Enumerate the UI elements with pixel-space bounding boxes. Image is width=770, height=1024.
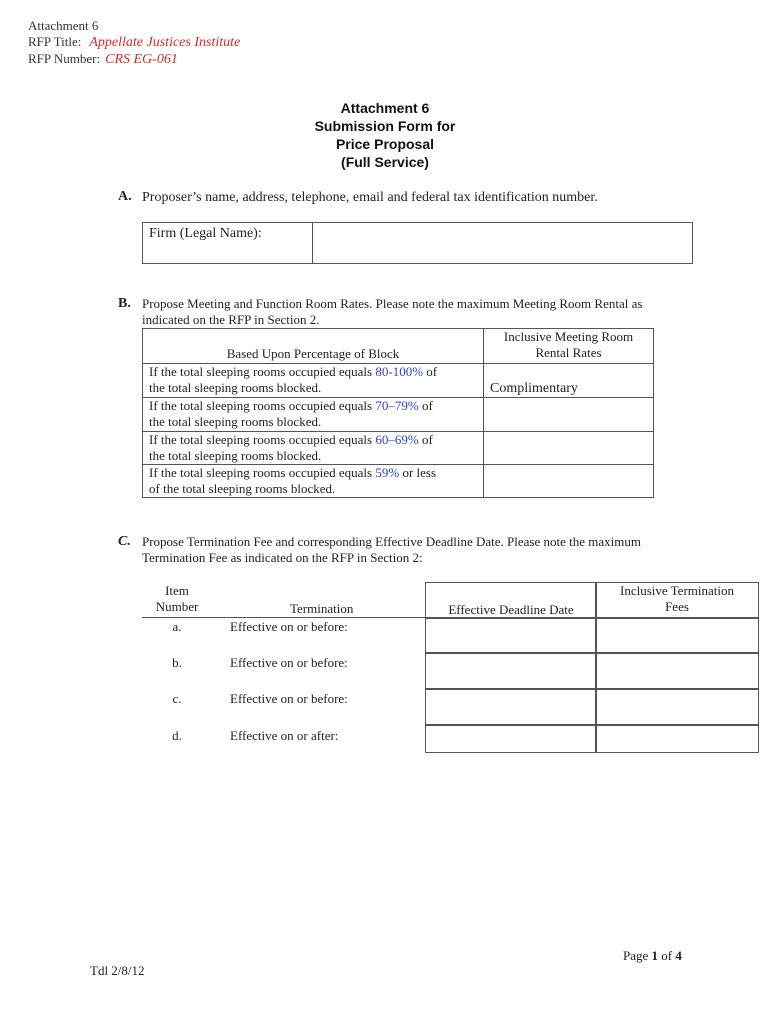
section-c-text-line1: Propose Termination Fee and corresponding Effective Deadline Date. Please note the maximum [142,534,641,549]
section-c-text-line2: Termination Fee as indicated on the RFP in Section 2: [142,550,423,565]
block-cell: If the total sleeping rooms occupied equals 70–79% of the total sleeping rooms blocked. [143,398,484,432]
title-line-3: Price Proposal [335,136,435,152]
block-cell: If the total sleeping rooms occupied equals 59% or less of the total sleeping rooms blocked. [143,465,484,498]
col-header-rental-line1: Inclusive Meeting Room [503,329,634,344]
section-a-letter: A. [118,189,132,204]
row-b-deadline-input[interactable] [425,653,597,689]
col-header-termination: Termination [290,601,354,616]
col-header-block: Based Upon Percentage of Block [143,329,484,364]
page-number: Page 1 of 4 [623,948,682,963]
row-c-label: Effective on or before: [230,691,348,706]
block-cell: If the total sleeping rooms occupied equals 80-100% of the total sleeping rooms blocked. [143,364,484,398]
row-c-deadline-input[interactable] [425,689,597,725]
col-header-fees: Inclusive Termination Fees [595,582,759,619]
table-row [143,398,654,432]
page-title [0,99,770,171]
room-rates-table [142,328,654,498]
header-rule [142,617,425,618]
section-b-text [142,296,642,328]
row-b-fee-input[interactable] [595,653,759,689]
block-cell: If the total sleeping rooms occupied equals 60–69% of the total sleeping rooms blocked. [143,432,484,465]
row-c-item: c. [172,691,182,706]
table-row [143,432,654,465]
title-line-4: (Full Service) [341,154,429,170]
row-c-fee-input[interactable] [595,689,759,725]
footer-code: Tdl 2/8/12 [90,963,145,978]
col-header-deadline-box [425,582,597,619]
rental-rate-cell[interactable] [484,432,654,465]
table-row [143,364,654,398]
rfp-number-label: RFP Number: [28,51,101,66]
section-b-text-line1: Propose Meeting and Function Room Rates. Please note the maximum Meeting Room Rental as [142,296,643,311]
firm-table [142,222,693,264]
header-rfp-title [28,34,240,51]
firm-label: Firm (Legal Name): [143,223,313,264]
section-b-text-line2: indicated on the RFP in Section 2. [142,312,320,327]
row-d-item: d. [172,728,182,743]
rfp-number-value: CRS EG-061 [105,52,178,67]
row-a-item: a. [172,619,182,634]
row-a-deadline-input[interactable] [425,617,597,653]
row-d-fee-input[interactable] [595,725,759,753]
title-line-1: Attachment 6 [340,100,430,116]
row-b-label: Effective on or before: [230,655,348,670]
row-b-item: b. [172,655,182,670]
col-header-deadline: Effective Deadline Date [448,602,574,617]
header-line-attachment: Attachment 6 [28,18,99,33]
row-a-label: Effective on or before: [230,619,348,634]
section-c-letter: C. [118,534,131,549]
col-header-rental [484,329,654,364]
rfp-title-value: Appellate Justices Institute [89,35,241,50]
section-a-text: Proposer’s name, address, telephone, email and federal tax identification number. [142,190,598,205]
rental-rate-cell[interactable] [484,465,654,498]
table-row [143,465,654,498]
section-b-letter: B. [118,296,131,311]
row-a-fee-input[interactable] [595,617,759,653]
rfp-title-label: RFP Title: [28,34,82,49]
header-rfp-number [28,51,178,68]
section-c-text [142,534,641,566]
firm-name-input[interactable] [313,223,693,264]
col-header-rental-line2: Rental Rates [535,345,602,360]
title-line-2: Submission Form for [314,118,456,134]
rental-rate-cell[interactable]: Complimentary [484,364,654,398]
row-d-label: Effective on or after: [230,728,339,743]
row-d-deadline-input[interactable] [425,725,597,753]
rental-rate-cell[interactable] [484,398,654,432]
col-header-item: Item Number [155,583,199,614]
